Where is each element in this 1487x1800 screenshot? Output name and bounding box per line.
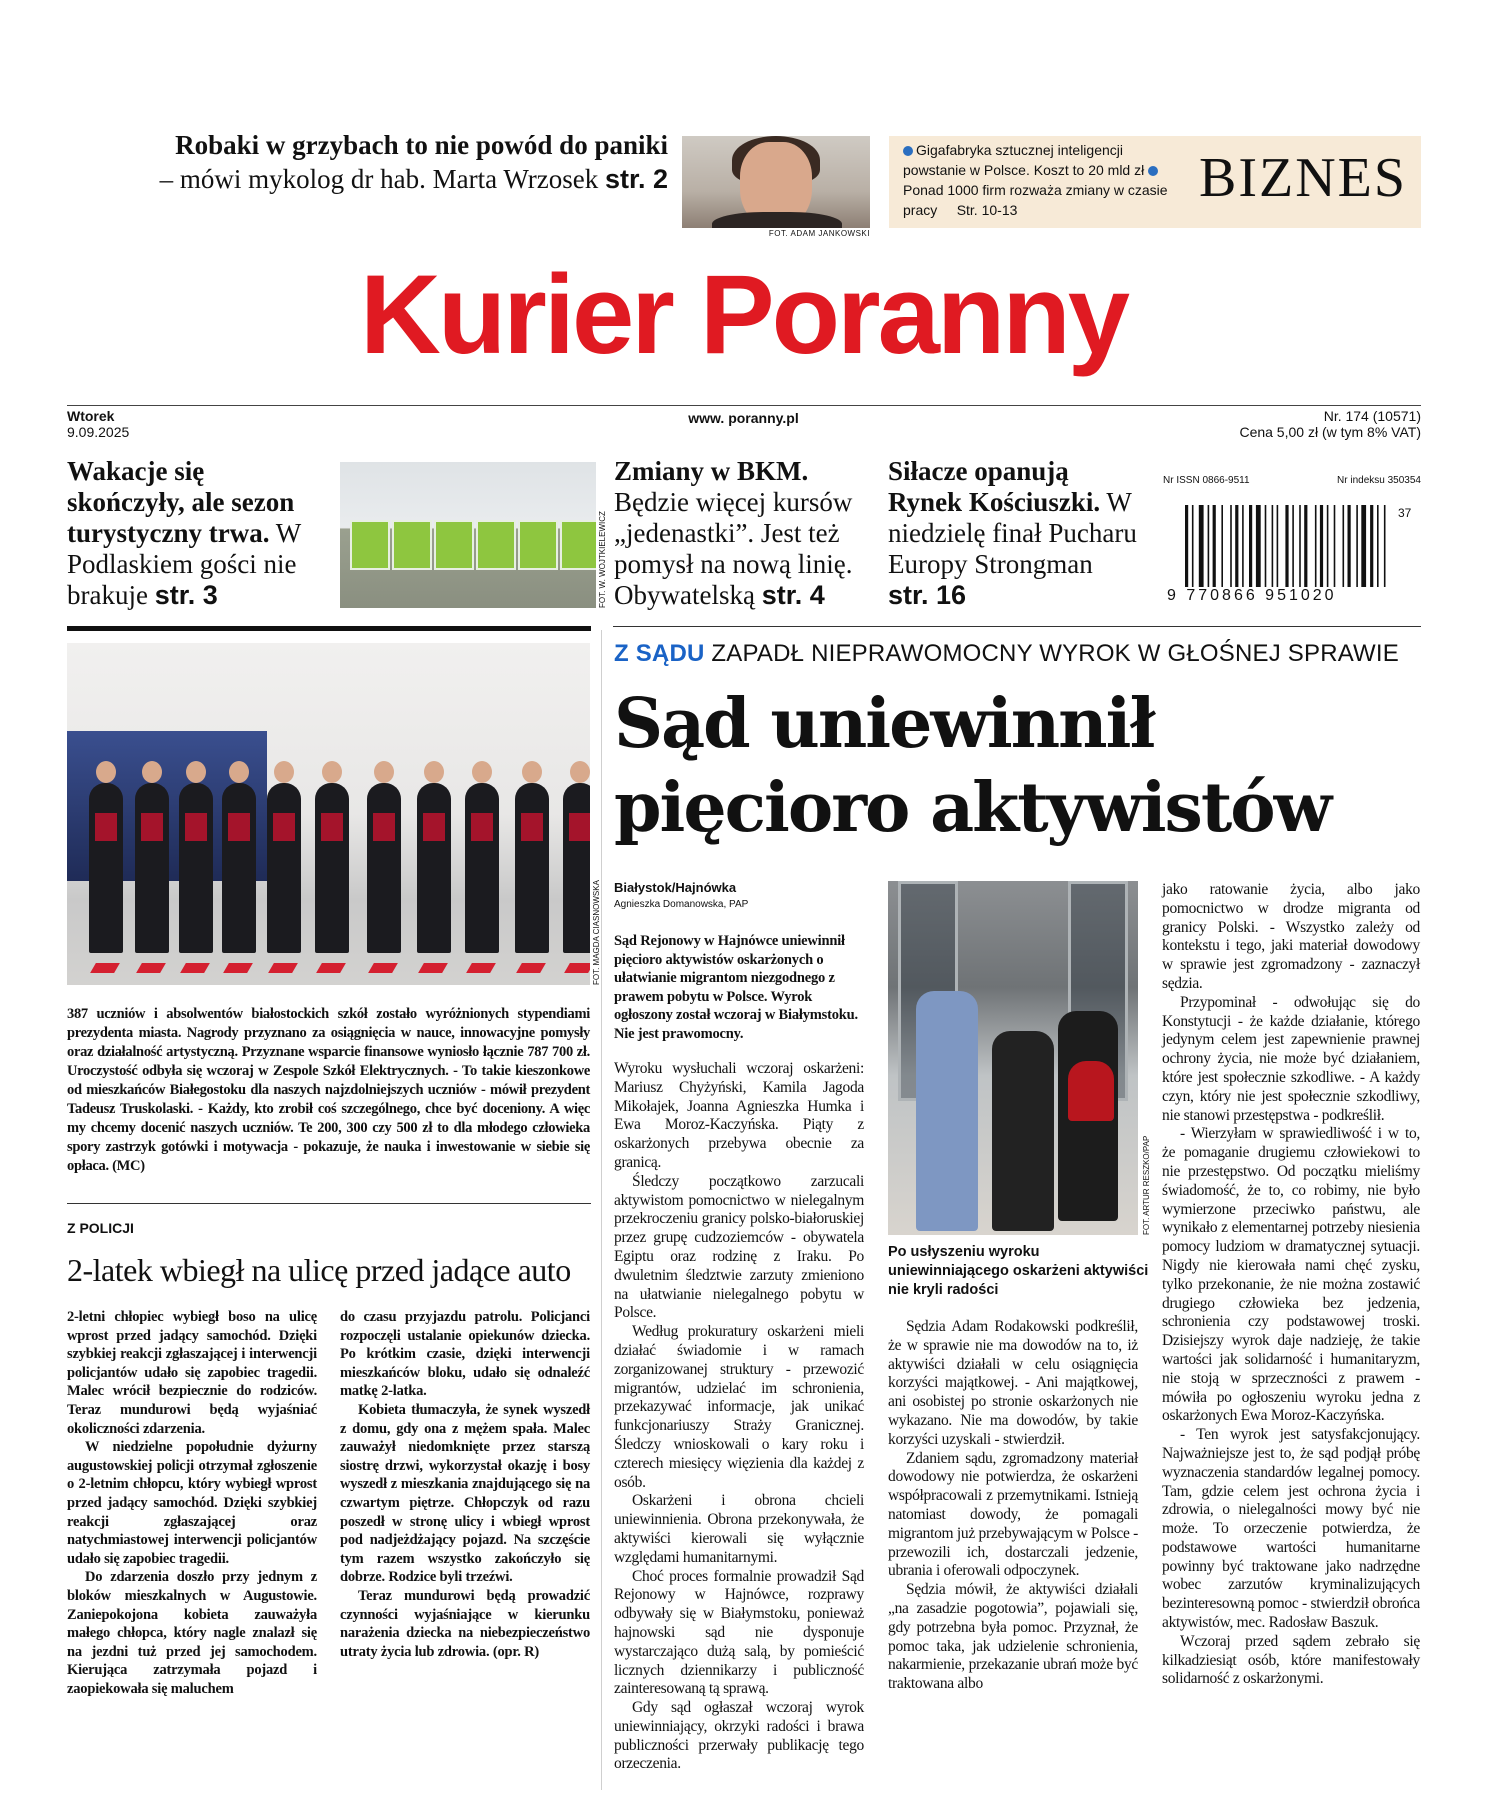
- paragraph: Kobieta tłumaczyła, że synek wyszedł z domu, gdy ona z mężem spała. Malec zauważył niedomknięte przez starszą siostrę drzwi, wykorzystał okazję i bosy wyszedł z mieszkania znajdującego się na czwartym piętrze. Chłopczyk od razu poszedł w stronę ulicy i wbiegł wprost pod nadjeżdżający pojazd. Na szczęście tym razem wszystko zakończyło się dobrze. Rodzice byli trzeźwi.: [340, 1401, 590, 1586]
- court-photo-caption: Po usłyszeniu wyroku uniewinniającego oskarżeni aktywiści nie kryli radości: [888, 1244, 1149, 1298]
- main-kicker-text: ZAPADŁ NIEPRAWOMOCNY WYROK W GŁOŚNEJ SPRAWIE: [711, 640, 1399, 667]
- top-teaser-page: str. 2: [604, 164, 668, 194]
- police-kicker: Z POLICJI: [67, 1220, 134, 1236]
- teaser-page: str. 16: [888, 580, 967, 610]
- biznes-item-1: Gigafabryka sztucznej inteligencji powstanie w Polsce. Koszt to 20 mld zł: [903, 142, 1145, 178]
- teaser-bkm[interactable]: [614, 456, 864, 611]
- teaser-page: str. 3: [154, 580, 218, 610]
- portrait-photo: [682, 136, 870, 228]
- paragraph: - Ten wyrok jest satysfakcjonujący. Najważniejsze jest to, że sąd podjął próbę wyznaczenia standardów legalnej pomocy. Tam, gdzie celem jest ochrona życia i zdrowia, o nielegalności mowy być nie może. To orzeczenie potwierdza, że podstawowe wartości humanitarne powinny być traktowane jako nadrzędne wobec zarzutów kryminalizujących bezinteresowną pomoc - stwierdził obrońca aktywistów, mec. Radosław Baszuk.: [1162, 1426, 1420, 1632]
- ceremony-brief: 387 uczniów i absolwentów białostockich szkół zostało wyróżnionych stypendiami prezydenta miasta. Nagrody przyznano za osiągnięcia w nauce, innowacyjne pomysły oraz działalność artystyczną. Przyznane wsparcie finansowe wyniosło łącznie 787 700 zł. Uroczystość odbyła się wczoraj w Zespole Szkół Elektrycznych. - To takie kieszonkowe od mieszkańców Białegostoku dla naszych najzdolniejszych uczniów - mówił prezydent Tadeusz Truskolaski. - Każdy, kto zrobił coś szczególnego, chce być doceniony. A więc my chcemy docenić naszych uczniów. Te 200, 300 czy 500 zł to dla młodego człowieka spory zastrzyk gotówki i motywacja - pokazuje, że nauka i inwestowanie w siebie się opłaca. (MC): [67, 1006, 590, 1174]
- paragraph: Gdy sąd ogłaszał wczoraj wyrok uniewinniający, okrzyki radości i brawa publiczności przerwały publikację tego orzeczenia.: [614, 1699, 864, 1773]
- police-headline[interactable]: 2-latek wbiegł na ulicę przed jadące auto: [67, 1252, 571, 1288]
- masthead-date-value: 9.09.2025: [67, 424, 130, 440]
- paragraph: Przypominał - odwołując się do Konstytucji - że każde działanie, którego jedynym celem jest zapewnienie prawnej ochrony życia, nie może być działaniem, które jest społecznie szkodliwe. - A każdy czyn, który nie jest społecznie szkodliwy, nie stanowi przestępstwa - podkreślił.: [1162, 993, 1420, 1124]
- paragraph: Zdaniem sądu, zgromadzony materiał dowodowy nie potwierdza, że oskarżeni współpracowali z przemytnikami. Istnieją natomiast dowody, że pomagali migrantom już przebywającym w Polsce - przewozili ich, dostarczali jedzenie, ubrania i oferowali odpoczynek.: [888, 1449, 1138, 1580]
- masthead-date: [67, 408, 129, 440]
- bullet-icon: [903, 146, 913, 156]
- police-column-1: [67, 1308, 317, 1698]
- court-photo-credit: FOT. ARTUR RESZKO/PAP: [1142, 1135, 1151, 1235]
- bullet-icon: [1148, 166, 1158, 176]
- masthead-day: Wtorek: [67, 408, 115, 424]
- portrait-photo-credit: FOT. ADAM JANKOWSKI: [768, 229, 870, 238]
- masthead-price: Cena 5,00 zł (w tym 8% VAT): [1239, 424, 1421, 440]
- main-kicker-tag: Z SĄDU: [614, 640, 705, 667]
- paragraph: Choć proces formalnie prowadził Sąd Rejonowy w Hajnówce, rozprawy odbywały się w Białymstoku, ponieważ hajnowski sąd nie dysponuje wystarczająco dużą salą, by pomieścić licznych dziennikarzy i publiczność zainteresowaną tą sprawą.: [614, 1567, 864, 1698]
- police-column-2: [340, 1308, 590, 1661]
- teaser-text: Będzie więcej kursów „jedenastki”. Jest też pomysł na nową linię. Obywatelską: [614, 487, 853, 610]
- masthead-issue: [1239, 408, 1421, 440]
- teaser-strongman[interactable]: [888, 456, 1138, 611]
- barcode-supplement: 37: [1398, 506, 1412, 520]
- teaser-text: W niedzielę finał Pucharu Europy Strongman: [888, 487, 1137, 579]
- byline-place: Białystok/Hajnówka: [614, 880, 737, 895]
- teaser-headline: Siłacze opanują Rynek Kościuszki.: [888, 456, 1101, 517]
- teaser-headline: Zmiany w BKM.: [614, 456, 809, 486]
- paragraph: Wczoraj przed sądem zebrało się kilkadziesiąt osób, które manifestowały solidarność z oskarżonymi.: [1162, 1632, 1420, 1688]
- ceremony-photo-credit: FOT. MAGDA CIASNOWSKA: [592, 880, 601, 985]
- paragraph: - Wierzyłam w sprawiedliwość i w to, że pomaganie drugiemu człowiekowi to nie przestępstwo. Od początku mieliśmy świadomość, że to, co robimy, nie było wymierzone przeciwko państwu, ale wynikało z elementarnej potrzeby niesienia pomocy ludziom w dramatycznej sytuacji. Nigdy nie kierowała nami chęć zysku, tylko przekonanie, że nie można zostawić drugiego człowieka bez jedzenia, schronienia czy podstawowej troski. Dzisiejszy wyrok daje nadzieję, że takie wartości jak solidarność i humanitaryzm, nie stoją w sprzeczności z prawem - mówiła po ogłoszeniu wyroku jedna z oskarżonych Ewa Moroz-Kaczyńska.: [1162, 1125, 1420, 1425]
- top-teaser-line2: – mówi mykolog dr hab. Marta Wrzosek: [159, 164, 599, 194]
- main-column-2: [888, 1318, 1138, 1694]
- masthead-issue-number: Nr. 174 (10571): [1323, 408, 1421, 424]
- paragraph: do czasu przyjazdu patrolu. Policjanci rozpoczęli ustalanie opiekunów dziecka. Po krótkim czasie, dzięki interwencji mieszkańców bloku, udało się odnaleźć matkę 2-latka.: [340, 1309, 590, 1400]
- teaser-headline: Wakacje się skończyły, ale sezon turystyczny trwa.: [67, 456, 295, 548]
- main-headline-line2: pięcioro aktywistów: [614, 768, 1331, 848]
- section-rule: [67, 1203, 591, 1204]
- paragraph: Sędzia Adam Rodakowski podkreślił, że w sprawie nie ma dowodów na to, iż aktywiści działali w celu osiągnięcia korzyści majątkowej. - Ani majątkowej, ani osobistej po stronie oskarżonych nie wykazano. Nie ma dowodów, by takie korzyści uzyskali - stwierdził.: [888, 1318, 1138, 1448]
- masthead-title: Kurier Poranny: [359, 252, 1128, 377]
- main-headline[interactable]: [614, 682, 1424, 850]
- main-kicker: [614, 640, 1399, 668]
- masthead-rule: [67, 405, 1421, 406]
- bus-photo: [340, 462, 596, 608]
- bus-photo-credit: FOT. W. WOJTKIELEWICZ: [598, 511, 607, 608]
- index-number: Nr indeksu 350354: [1337, 475, 1421, 486]
- paragraph: W niedzielne popołudnie dyżurny augustowskiej policji otrzymał zgłoszenie o 2-letnim chłopcu, który wybiegł wprost przed jadący samochód. Dzięki szybkiej reakcji zgłaszającej oraz natychmiastowej interwencji policjantów udało się zapobiec tragedii.: [67, 1439, 317, 1567]
- teaser-tourism[interactable]: [67, 456, 317, 611]
- paragraph: Wyroku wysłuchali wczoraj oskarżeni: Mariusz Chyżyński, Kamila Jagoda Mikołajek, Joanna Agnieszka Humka i Ewa Moroz-Kaczyńska. Piąty z oskarżonych przebywa obecnie za granicą.: [614, 1060, 864, 1171]
- byline-author: Agnieszka Domanowska, PAP: [614, 899, 749, 910]
- paragraph: 2-letni chłopiec wybiegł boso na ulicę wprost przed jadący samochód. Dzięki szybkiej reakcji zgłaszającej i interwencji policjantów udało się zapobiec tragedii. Malec wrócił bezpiecznie do rodziców. Teraz mundurowi będą wyjaśniać okoliczności zdarzenia.: [67, 1309, 317, 1437]
- section-rule: [613, 626, 1421, 627]
- biznes-box[interactable]: [889, 136, 1421, 228]
- section-rule: [67, 626, 591, 631]
- issn: Nr ISSN 0866-9511: [1163, 475, 1250, 486]
- court-photo: [888, 881, 1138, 1235]
- main-headline-line1: Sąd uniewinnił: [614, 684, 1154, 764]
- top-teaser[interactable]: [128, 128, 668, 196]
- teaser-text: W Podlaskiem gości nie brakuje: [67, 518, 301, 610]
- masthead-website[interactable]: www. poranny.pl: [688, 410, 799, 426]
- main-lead: Sąd Rejonowy w Hajnówce uniewinnił pięcioro aktywistów oskarżonych o ułatwianie migrantom niezgodnego z prawem pobytu w Polsce. Wyrok ogłoszony został wczoraj w Białymstoku. Nie jest prawomocny.: [614, 933, 858, 1042]
- main-column-3: [1162, 881, 1420, 1689]
- top-teaser-line1: Robaki w grzybach to nie powód do paniki: [175, 130, 668, 160]
- paragraph: Według prokuratury oskarżeni mieli działać świadomie i w ramach zorganizowanej struktury - przewozić migrantów, udzielać im schronienia, przekazywać informacje, jak unikać funkcjonariuszy Straży Granicznej. Śledczy wnioskowali o kary roku i czterech miesięcy więzienia dla każdej z osób.: [614, 1323, 864, 1491]
- barcode: [1185, 505, 1415, 587]
- paragraph: Sędzia mówił, że aktywiści działali „na zasadzie pogotowia”, pojawiali się, gdy potrzebna była pomoc. Przyznał, że pomoc taka, jak udzielenie schronienia, nakarmienie, przekazanie ubrań może być traktowana albo: [888, 1581, 1138, 1693]
- teaser-page: str. 4: [761, 580, 825, 610]
- biznes-item-2: Ponad 1000 firm rozważa zmiany w czasie pracy: [903, 182, 1168, 218]
- paragraph: jako ratowanie życia, albo jako pomocnictwo w drodze migranta od granicy Polski. - Wszystko zależy od kontekstu i tego, jaki materiał dowodowy w sprawie jest zgromadzony - zaznaczył sędzia.: [1162, 881, 1420, 992]
- paragraph: Teraz mundurowi będą prowadzić czynności wyjaśniające w kierunku narażenia dziecka na niebezpieczeństwo utraty życia lub zdrowia. (opr. R): [340, 1587, 590, 1660]
- paragraph: Śledczy początkowo zarzucali aktywistom pomocnictwo w nielegalnym przekroczeniu granicy polsko-białoruskiej przez grupę cudzoziemców - obywatela Egiptu oraz rodzinę z Iraku. Po dwuletnim śledztwie zarzuty zmieniono na ułatwianie nielegalnego pobytu w Polsce.: [614, 1172, 864, 1322]
- main-column-1: [614, 1060, 864, 1774]
- barcode-digits: 9 770866 951020: [1167, 587, 1337, 604]
- paragraph: Oskarżeni i obrona chcieli uniewinnienia. Obrona przekonywała, że aktywiści kierowali się wyłącznie względami humanitarnymi.: [614, 1492, 864, 1566]
- ceremony-photo: [67, 643, 590, 985]
- paragraph: Do zdarzenia doszło przy jednym z bloków mieszkalnych w Augustowie. Zaniepokojona kobieta zauważyła małego chłopca, który nagle znalazł się na jezdni tuż przed jej samochodem. Kierująca zatrzymała pojazd i zaopiekowała się maluchem: [67, 1569, 317, 1697]
- biznes-pages: Str. 10-13: [956, 202, 1018, 218]
- biznes-label: BIZNES: [1199, 147, 1407, 209]
- column-divider: [601, 630, 602, 1790]
- byline: [614, 880, 748, 910]
